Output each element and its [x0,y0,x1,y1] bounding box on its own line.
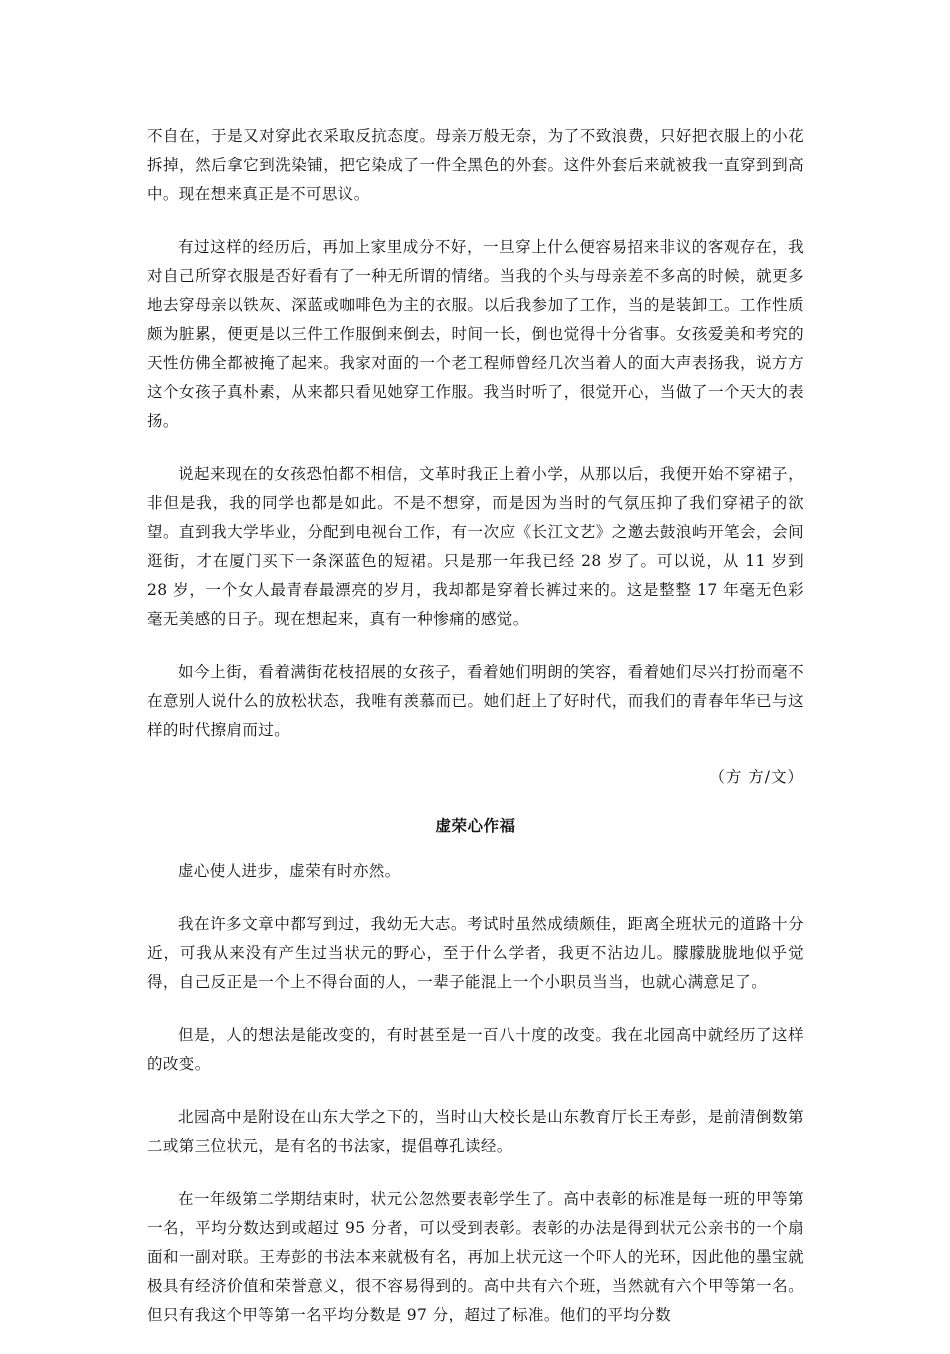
paragraph: 虚心使人进步，虚荣有时亦然。 [178,862,401,880]
paragraph: 但是，人的想法是能改变的，有时甚至是一百八十度的改变。我在北园高中就经历了这样的改变。 [147,1026,804,1073]
author-byline: （方 方/文） [709,768,804,786]
document-page [147,122,804,1354]
paragraph: 有过这样的经历后，再加上家里成分不好，一旦穿上什么便容易招来非议的客观存在，我对自己所穿衣服是否好看有了一种无所谓的情绪。当我的个头与母亲差不多高的时候，就更多地去穿母亲以铁灰、深蓝或咖啡色为主的衣服。以后我参加了工作，当的是装卸工。工作性质颇为脏累，便更是以三件工作服倒来倒去，时间一长，倒也觉得十分省事。女孩爱美和考究的天性仿佛全都被掩了起来。我家对面的一个老工程师曾经几次当着人的面大声表扬我，说方方这个女孩子真朴素，从来都只看见她穿工作服。我当时听了，很觉开心，当做了一个天大的表扬。 [147,238,804,430]
article-title: 虚荣心作福 [435,817,516,835]
paragraph: 不自在，于是又对穿此衣采取反抗态度。母亲万般无奈，为了不致浪费，只好把衣服上的小花拆掉，然后拿它到洗染铺，把它染成了一件全黑色的外套。这件外套后来就被我一直穿到到高中。现在想来真正是不可思议。 [147,127,804,203]
paragraph: 如今上街，看着满街花枝招展的女孩子，看着她们明朗的笑容，看着她们尽兴打扮而毫不在意别人说什么的放松状态，我唯有羡慕而已。她们赶上了好时代，而我们的青春年华已与这样的时代擦肩而过。 [147,663,804,739]
paragraph: 说起来现在的女孩恐怕都不相信，文革时我正上着小学，从那以后，我便开始不穿裙子，非但是我，我的同学也都是如此。不是不想穿，而是因为当时的气氛压抑了我们穿裙子的欲望。直到我大学毕业，分配到电视台工作，有一次应《长江文艺》之邀去鼓浪屿开笔会，会间逛街，才在厦门买下一条深蓝色的短裙。只是那一年我已经 28 岁了。可以说，从 11 岁到 28 岁，一个女人最青春最漂亮的岁月，我却都是穿着长裤过来的。这是整整 17 年毫无色彩毫无美感的日子。现在想起来，真有一种惨痛的感觉。 [147,465,804,628]
article-section-2 [147,812,804,1330]
paragraph: 我在许多文章中都写到过，我幼无大志。考试时虽然成绩颇佳，距离全班状元的道路十分近，可我从来没有产生过当状元的野心，至于什么学者，我更不沾边儿。朦朦胧胧地似乎觉得，自己反正是一个上不得台面的人，一辈子能混上一个小职员当当，也就心满意足了。 [147,915,804,991]
article-section-1 [147,122,804,792]
paragraph: 在一年级第二学期结束时，状元公忽然要表彰学生了。高中表彰的标准是每一班的甲等第一名，平均分数达到或超过 95 分者，可以受到表彰。表彰的办法是得到状元公亲书的一个扇面和一副对联。王寿彭的书法本来就极有名，再加上状元这一个吓人的光环，因此他的墨宝就极具有经济价值和荣誉意义，很不容易得到的。高中共有六个班，当然就有六个甲等第一名。但只有我这个甲等第一名平均分数是 97 分，超过了标准。他们的平均分数 [147,1190,804,1324]
paragraph: 北园高中是附设在山东大学之下的，当时山大校长是山东教育厅长王寿彭，是前清倒数第二或第三位状元，是有名的书法家，提倡尊孔读经。 [147,1108,804,1155]
